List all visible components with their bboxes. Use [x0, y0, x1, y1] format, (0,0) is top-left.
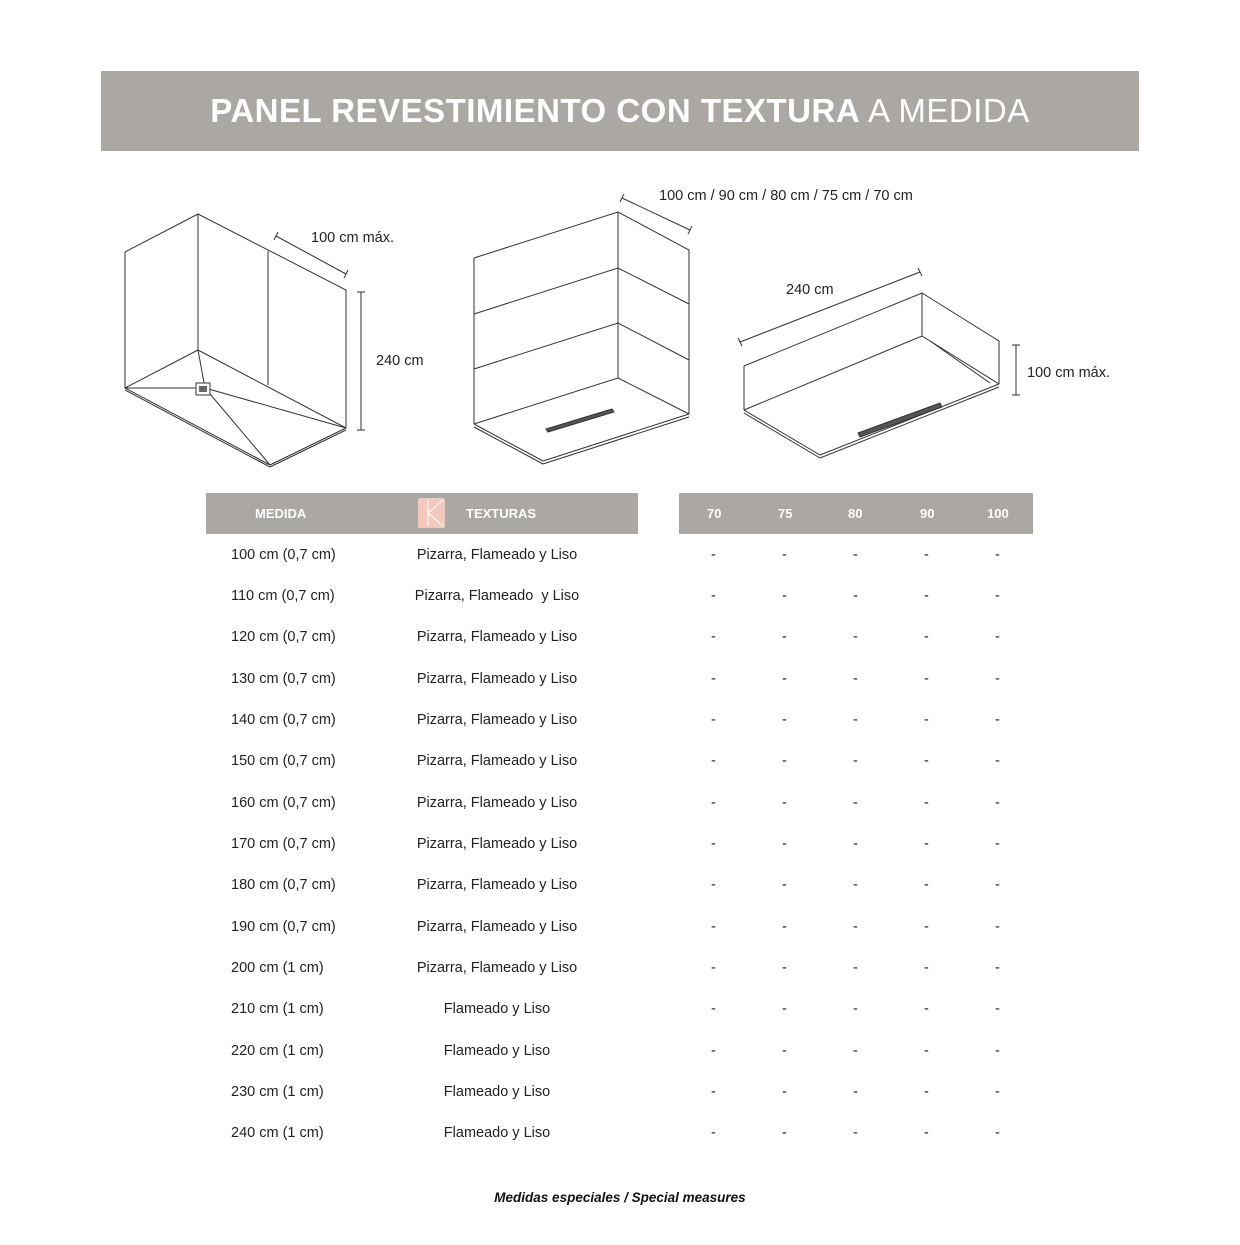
cell-width-80: - — [853, 1084, 858, 1100]
cell-width-75: - — [782, 919, 787, 935]
cell-medida: 170 cm (0,7 cm) — [231, 836, 336, 852]
cell-width-75: - — [782, 960, 787, 976]
cell-width-70: - — [711, 629, 716, 645]
cell-width-70: - — [711, 753, 716, 769]
cell-width-75: - — [782, 795, 787, 811]
title-banner — [101, 71, 1139, 151]
cell-texturas: Pizarra, Flameado y Liso — [416, 671, 578, 687]
cell-width-80: - — [853, 795, 858, 811]
cell-texturas: Flameado y Liso — [443, 1001, 551, 1017]
cell-width-100: - — [995, 1043, 1000, 1059]
title-bold: PANEL REVESTIMIENTO CON TEXTURA — [210, 92, 861, 129]
cell-texturas: Pizarra, Flameado y Liso — [416, 919, 578, 935]
cell-width-90: - — [924, 836, 929, 852]
cell-texturas: Pizarra, Flameado y Liso — [416, 877, 578, 893]
dim-left-height: 240 cm — [376, 353, 424, 369]
cell-texturas: Flameado y Liso — [443, 1084, 551, 1100]
dim-left-width: 100 cm máx. — [311, 230, 394, 246]
cell-width-80: - — [853, 1043, 858, 1059]
cell-width-75: - — [782, 1001, 787, 1017]
cell-width-70: - — [711, 919, 716, 935]
cell-width-70: - — [711, 712, 716, 728]
cell-width-90: - — [924, 795, 929, 811]
cell-medida: 200 cm (1 cm) — [231, 960, 324, 976]
cell-width-90: - — [924, 712, 929, 728]
cell-width-80: - — [853, 588, 858, 604]
cell-width-100: - — [995, 919, 1000, 935]
cell-width-70: - — [711, 1084, 716, 1100]
dim-right-length: 240 cm — [786, 282, 834, 298]
cell-texturas: Pizarra, Flameado y Liso — [416, 795, 578, 811]
cell-width-100: - — [995, 795, 1000, 811]
title-light: A MEDIDA — [868, 92, 1030, 129]
cell-width-100: - — [995, 960, 1000, 976]
cell-medida: 130 cm (0,7 cm) — [231, 671, 336, 687]
cell-width-90: - — [924, 1084, 929, 1100]
cell-width-75: - — [782, 671, 787, 687]
cell-texturas: Pizarra, Flameado y Liso — [414, 588, 580, 604]
cell-texturas: Pizarra, Flameado y Liso — [416, 836, 578, 852]
cell-width-90: - — [924, 960, 929, 976]
cell-texturas: Pizarra, Flameado y Liso — [416, 960, 578, 976]
cell-width-80: - — [853, 671, 858, 687]
cell-width-70: - — [711, 1125, 716, 1141]
cell-width-75: - — [782, 1084, 787, 1100]
cell-width-90: - — [924, 753, 929, 769]
cell-medida: 100 cm (0,7 cm) — [231, 547, 336, 563]
dim-right-height: 100 cm máx. — [1027, 365, 1110, 381]
cell-width-75: - — [782, 588, 787, 604]
cell-width-80: - — [853, 547, 858, 563]
cell-width-75: - — [782, 753, 787, 769]
texture-icon — [418, 498, 445, 528]
cell-width-70: - — [711, 836, 716, 852]
cell-width-90: - — [924, 547, 929, 563]
dim-middle-widths: 100 cm / 90 cm / 80 cm / 75 cm / 70 cm — [659, 188, 913, 204]
cell-width-80: - — [853, 836, 858, 852]
cell-width-90: - — [924, 671, 929, 687]
cell-width-90: - — [924, 588, 929, 604]
cell-width-90: - — [924, 1043, 929, 1059]
cell-texturas: Flameado y Liso — [443, 1125, 551, 1141]
cell-width-75: - — [782, 877, 787, 893]
cell-width-100: - — [995, 671, 1000, 687]
cell-medida: 210 cm (1 cm) — [231, 1001, 324, 1017]
cell-width-80: - — [853, 960, 858, 976]
cell-width-75: - — [782, 547, 787, 563]
cell-width-90: - — [924, 1125, 929, 1141]
cell-width-80: - — [853, 877, 858, 893]
cell-width-75: - — [782, 1125, 787, 1141]
header-width-80: 80 — [848, 506, 863, 521]
cell-width-70: - — [711, 547, 716, 563]
cell-width-100: - — [995, 836, 1000, 852]
cell-width-75: - — [782, 836, 787, 852]
cell-texturas: Pizarra, Flameado y Liso — [416, 712, 578, 728]
header-texturas: TEXTURAS — [466, 506, 537, 521]
cell-medida: 190 cm (0,7 cm) — [231, 919, 336, 935]
cell-width-80: - — [853, 919, 858, 935]
cell-medida: 180 cm (0,7 cm) — [231, 877, 336, 893]
cell-medida: 220 cm (1 cm) — [231, 1043, 324, 1059]
cell-width-70: - — [711, 877, 716, 893]
diagram-corner-panels — [125, 214, 365, 467]
cell-medida: 150 cm (0,7 cm) — [231, 753, 336, 769]
cell-width-100: - — [995, 588, 1000, 604]
cell-width-100: - — [995, 877, 1000, 893]
header-width-70: 70 — [707, 506, 722, 521]
cell-width-70: - — [711, 795, 716, 811]
cell-texturas: Pizarra, Flameado y Liso — [416, 753, 578, 769]
cell-width-80: - — [853, 1001, 858, 1017]
cell-texturas: Pizarra, Flameado y Liso — [416, 629, 578, 645]
cell-width-75: - — [782, 712, 787, 728]
cell-medida: 140 cm (0,7 cm) — [231, 712, 336, 728]
cell-width-70: - — [711, 1001, 716, 1017]
cell-width-90: - — [924, 629, 929, 645]
cell-width-70: - — [711, 588, 716, 604]
product-diagrams — [0, 170, 1240, 480]
cell-width-70: - — [711, 1043, 716, 1059]
cell-medida: 120 cm (0,7 cm) — [231, 629, 336, 645]
header-medida: MEDIDA — [255, 506, 307, 521]
cell-width-80: - — [853, 1125, 858, 1141]
diagram-low-panel — [738, 268, 1020, 458]
cell-width-90: - — [924, 1001, 929, 1017]
cell-width-90: - — [924, 877, 929, 893]
cell-width-75: - — [782, 1043, 787, 1059]
cell-width-80: - — [853, 753, 858, 769]
cell-width-80: - — [853, 712, 858, 728]
cell-width-90: - — [924, 919, 929, 935]
cell-width-100: - — [995, 753, 1000, 769]
header-width-100: 100 — [987, 506, 1009, 521]
cell-width-75: - — [782, 629, 787, 645]
cell-width-100: - — [995, 1084, 1000, 1100]
cell-texturas: Flameado y Liso — [443, 1043, 551, 1059]
header-width-75: 75 — [778, 506, 793, 521]
cell-width-100: - — [995, 1001, 1000, 1017]
cell-medida: 230 cm (1 cm) — [231, 1084, 324, 1100]
header-width-90: 90 — [920, 506, 935, 521]
cell-width-100: - — [995, 547, 1000, 563]
cell-medida: 160 cm (0,7 cm) — [231, 795, 336, 811]
cell-texturas: Pizarra, Flameado y Liso — [416, 547, 578, 563]
cell-width-100: - — [995, 712, 1000, 728]
cell-width-70: - — [711, 960, 716, 976]
cell-medida: 110 cm (0,7 cm) — [231, 588, 335, 604]
page-title — [210, 92, 1029, 130]
cell-width-100: - — [995, 629, 1000, 645]
cell-width-100: - — [995, 1125, 1000, 1141]
cell-medida: 240 cm (1 cm) — [231, 1125, 324, 1141]
footer-note: Medidas especiales / Special measures — [494, 1190, 746, 1205]
diagram-stacked-panels — [474, 194, 692, 464]
cell-width-80: - — [853, 629, 858, 645]
cell-width-70: - — [711, 671, 716, 687]
